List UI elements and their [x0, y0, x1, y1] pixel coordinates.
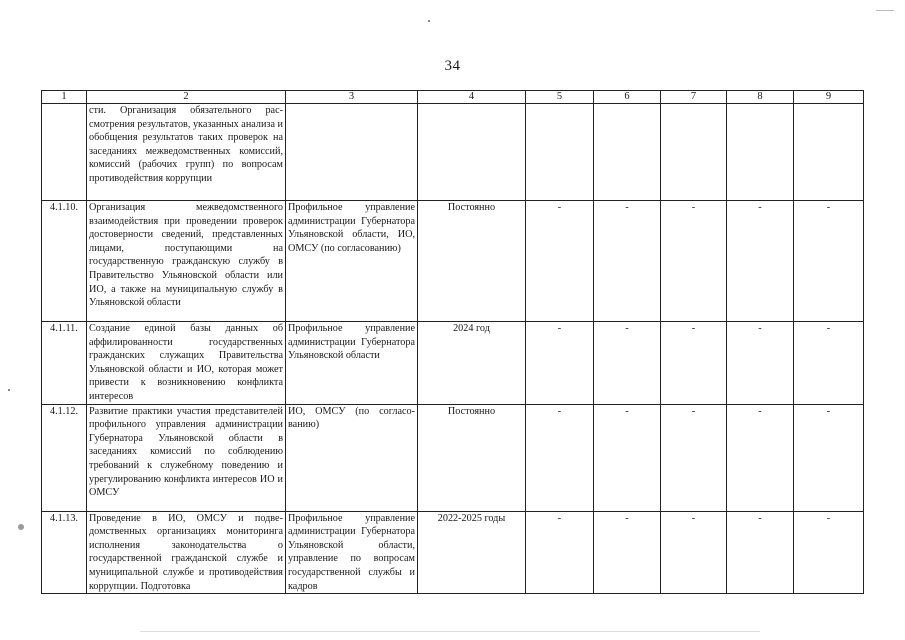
table-row: [42, 104, 864, 201]
cell-col8: -: [727, 201, 794, 322]
measures-table: [41, 90, 864, 594]
table-row: [42, 511, 864, 594]
column-header: 9: [794, 91, 864, 104]
cell-col9: -: [794, 322, 864, 405]
cell-col6: -: [594, 404, 661, 511]
scan-speck: [876, 10, 894, 11]
column-header: 1: [42, 91, 87, 104]
cell-col6: [594, 104, 661, 201]
deadline: [418, 104, 526, 201]
cell-col8: -: [727, 322, 794, 405]
cell-col6: -: [594, 511, 661, 594]
cell-col7: -: [661, 201, 727, 322]
scan-speck: [428, 20, 430, 22]
cell-col9: -: [794, 511, 864, 594]
deadline: Постоянно: [418, 201, 526, 322]
column-header: 7: [661, 91, 727, 104]
column-header: 6: [594, 91, 661, 104]
column-header: 4: [418, 91, 526, 104]
column-header: 8: [727, 91, 794, 104]
item-number: 4.1.10.: [42, 201, 87, 322]
deadline: 2024 год: [418, 322, 526, 405]
cell-col8: [727, 104, 794, 201]
scan-speck: [140, 631, 760, 632]
header-row: [42, 91, 864, 104]
table-row: [42, 404, 864, 511]
cell-col8: -: [727, 404, 794, 511]
cell-col6: -: [594, 201, 661, 322]
cell-col5: [526, 104, 594, 201]
column-header: 5: [526, 91, 594, 104]
cell-col8: -: [727, 511, 794, 594]
measure-description: Создание единой базы данных об аффилированности государственных гражданских служащих Правительства Ульяновской области и ИО, которая может привести к возникновению конфликта интересов: [87, 322, 286, 405]
table-row: [42, 322, 864, 405]
responsible-party: ИО, ОМСУ (по согласованию): [286, 404, 418, 511]
item-number: [42, 104, 87, 201]
cell-col7: -: [661, 511, 727, 594]
cell-col5: -: [526, 511, 594, 594]
responsible-party: [286, 104, 418, 201]
item-number: 4.1.13.: [42, 511, 87, 594]
cell-col7: -: [661, 322, 727, 405]
cell-col7: [661, 104, 727, 201]
measure-description: Проведение в ИО, ОМСУ и подведомственных организациях мониторинга исполнения законодательства о государственной гражданской службе и муниципальной службе и противодействия коррупции. Подготовка: [87, 511, 286, 594]
page-number: 34: [444, 58, 461, 74]
deadline: 2022-2025 годы: [418, 511, 526, 594]
column-header: 2: [87, 91, 286, 104]
table-row: [42, 201, 864, 322]
cell-col9: [794, 104, 864, 201]
column-header: 3: [286, 91, 418, 104]
cell-col7: -: [661, 404, 727, 511]
responsible-party: Профильное управление администрации Губернатора Ульяновской области: [286, 322, 418, 405]
responsible-party: Профильное управление администрации Губернатора Ульяновской области, управление по вопросам государственной службы и кадров: [286, 511, 418, 594]
measure-description: сти. Организация обязательного рассмотрения результатов, указанных анализа и обобщения результатов таких проверок на заседаниях межведомственных комиссий, комиссий (рабочих групп) по вопросам противодействия коррупции: [87, 104, 286, 201]
cell-col6: -: [594, 322, 661, 405]
item-number: 4.1.11.: [42, 322, 87, 405]
scan-speck: [8, 389, 10, 391]
responsible-party: Профильное управление администрации Губернатора Ульяновской области, ИО, ОМСУ (по согласованию): [286, 201, 418, 322]
scan-speck: [18, 524, 24, 530]
item-number: 4.1.12.: [42, 404, 87, 511]
cell-col5: -: [526, 322, 594, 405]
cell-col9: -: [794, 201, 864, 322]
measure-description: Развитие практики участия представителей профильного управления администрации Губернатора Ульяновской области в заседаниях комиссий по соблюдению требований к служебному поведению и урегулированию конфликта интересов ИО и ОМСУ: [87, 404, 286, 511]
cell-col9: -: [794, 404, 864, 511]
cell-col5: -: [526, 201, 594, 322]
deadline: Постоянно: [418, 404, 526, 511]
cell-col5: -: [526, 404, 594, 511]
measure-description: Организация межведомственного взаимодействия при проведении проверок достоверности сведений, представленных лицами, поступающими на государственную гражданскую службу в Правительство Ульяновской области или ИО, а также на муниципальную службу в Ульяновской области: [87, 201, 286, 322]
